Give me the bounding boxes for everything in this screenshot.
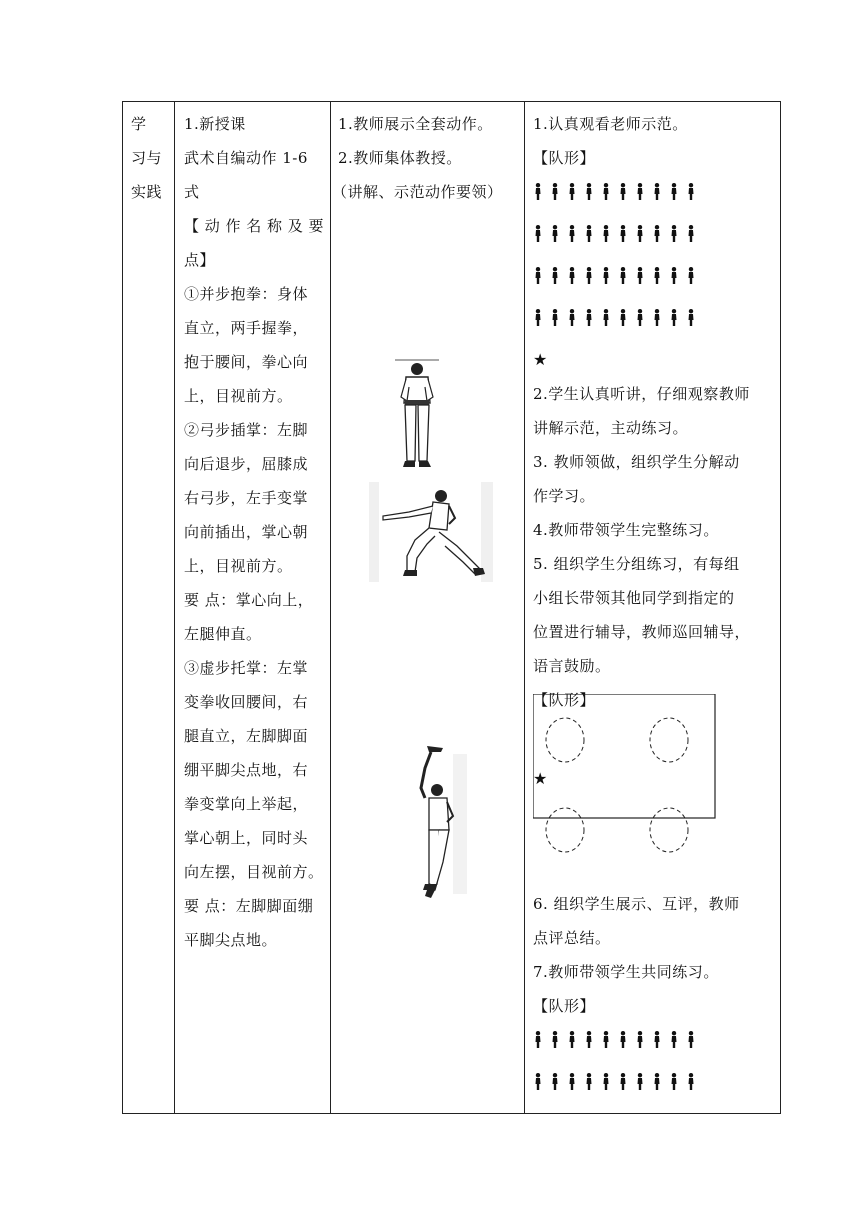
student-person-icon bbox=[587, 309, 592, 326]
student-person-icon bbox=[638, 1031, 643, 1048]
student-person-icon bbox=[638, 225, 643, 242]
student-person-icon bbox=[638, 1073, 643, 1090]
student-person-icon bbox=[689, 183, 694, 200]
move3-text: 平脚尖点地。 bbox=[184, 931, 278, 949]
student-person-icon bbox=[672, 309, 677, 326]
student-person-icon bbox=[621, 1073, 626, 1090]
student-person-icon bbox=[587, 183, 592, 200]
student-person-icon bbox=[570, 1031, 575, 1048]
student-step: 作学习。 bbox=[533, 487, 596, 505]
section-label-line: 习与 bbox=[131, 149, 163, 167]
student-person-icon bbox=[672, 267, 677, 284]
move3-text: 向左摆，目视前方。 bbox=[184, 863, 324, 881]
teacher-star-icon: ★ bbox=[533, 769, 548, 788]
student-cell bbox=[525, 102, 781, 1114]
student-person-icon bbox=[655, 183, 660, 200]
lesson-plan-table bbox=[122, 101, 781, 1114]
formation-label: 【队形】 bbox=[533, 691, 596, 709]
student-person-icon bbox=[621, 309, 626, 326]
figure-bow-stance-illustration bbox=[369, 482, 493, 582]
student-person-icon bbox=[638, 267, 643, 284]
student-row-icons bbox=[533, 309, 776, 343]
student-person-icon bbox=[638, 183, 643, 200]
student-row-icons bbox=[533, 267, 776, 301]
student-person-icon bbox=[672, 183, 677, 200]
student-person-icon bbox=[621, 225, 626, 242]
student-person-icon bbox=[621, 183, 626, 200]
formation-label: 【队形】 bbox=[533, 997, 596, 1015]
teacher-step: 2.教师集体教授。 bbox=[338, 149, 462, 167]
section-label-line: 学 bbox=[131, 115, 147, 133]
content-subtitle: 武术自编动作 1-6 bbox=[184, 149, 308, 167]
move3-text: 掌心朝上，同时头 bbox=[184, 829, 309, 847]
student-person-icon bbox=[672, 225, 677, 242]
student-person-icon bbox=[604, 1031, 609, 1048]
student-person-icon bbox=[536, 225, 541, 242]
student-person-icon bbox=[536, 1031, 541, 1048]
move2-text: ②弓步插掌：左脚 bbox=[184, 421, 309, 439]
move2-text: 向后退步，屈膝成 bbox=[184, 455, 309, 473]
student-row-icons bbox=[533, 1031, 776, 1065]
student-step: 点评总结。 bbox=[533, 929, 611, 947]
student-person-icon bbox=[655, 1031, 660, 1048]
student-person-icon bbox=[689, 225, 694, 242]
content-cell bbox=[175, 102, 331, 1114]
student-person-icon bbox=[604, 267, 609, 284]
move3-text: 腿直立，左脚脚面 bbox=[184, 727, 309, 745]
student-step: 1.认真观看老师示范。 bbox=[533, 115, 688, 133]
formation-label: 【队形】 bbox=[533, 149, 596, 167]
student-person-icon bbox=[689, 309, 694, 326]
student-person-icon bbox=[587, 225, 592, 242]
student-person-icon bbox=[672, 1073, 677, 1090]
move3-text: 绷平脚尖点地，右 bbox=[184, 761, 309, 779]
move3-text: 拳变掌向上举起， bbox=[184, 795, 309, 813]
student-person-icon bbox=[655, 225, 660, 242]
student-step: 7.教师带领学生共同练习。 bbox=[533, 963, 719, 981]
student-person-icon bbox=[689, 267, 694, 284]
student-person-icon bbox=[655, 1073, 660, 1090]
student-person-icon bbox=[689, 1073, 694, 1090]
student-person-icon bbox=[536, 309, 541, 326]
student-person-icon bbox=[553, 225, 558, 242]
names-heading: 点】 bbox=[184, 251, 216, 269]
student-step: 位置进行辅导，教师巡回辅导， bbox=[533, 623, 751, 641]
move3-text: 要 点：左脚脚面绷 bbox=[184, 897, 314, 915]
student-row-icons bbox=[533, 183, 776, 217]
student-person-icon bbox=[587, 267, 592, 284]
student-row-icons bbox=[533, 225, 776, 259]
figure-empty-stance-illustration bbox=[401, 744, 471, 904]
names-heading: 【动作名称及要 bbox=[184, 217, 324, 235]
student-person-icon bbox=[553, 267, 558, 284]
student-person-icon bbox=[689, 1031, 694, 1048]
student-person-icon bbox=[587, 1073, 592, 1090]
move2-text: 右弓步，左手变掌 bbox=[184, 489, 309, 507]
teacher-step: （讲解、示范动作要领） bbox=[332, 183, 503, 201]
student-person-icon bbox=[536, 1073, 541, 1090]
student-step: 4.教师带领学生完整练习。 bbox=[533, 521, 719, 539]
student-person-icon bbox=[553, 1073, 558, 1090]
student-person-icon bbox=[553, 183, 558, 200]
move2-text: 上，目视前方。 bbox=[184, 557, 293, 575]
student-person-icon bbox=[604, 183, 609, 200]
student-person-icon bbox=[638, 309, 643, 326]
student-person-icon bbox=[570, 1073, 575, 1090]
student-person-icon bbox=[604, 225, 609, 242]
teacher-star-icon: ★ bbox=[533, 350, 548, 369]
student-step: 3. 教师领做，组织学生分解动 bbox=[533, 453, 740, 471]
student-person-icon bbox=[570, 183, 575, 200]
student-step: 讲解示范，主动练习。 bbox=[533, 419, 689, 437]
move2-text: 左腿伸直。 bbox=[184, 625, 262, 643]
student-person-icon bbox=[621, 267, 626, 284]
figure-standing-fist-illustration bbox=[393, 357, 443, 473]
student-person-icon bbox=[655, 267, 660, 284]
move2-text: 要 点：掌心向上， bbox=[184, 591, 314, 609]
student-step: 语言鼓励。 bbox=[533, 657, 611, 675]
student-step: 5. 组织学生分组练习，有每组 bbox=[533, 555, 740, 573]
student-step: 2.学生认真听讲，仔细观察教师 bbox=[533, 385, 750, 403]
content-subtitle: 式 bbox=[184, 183, 200, 201]
move1-text: ①并步抱拳：身体 bbox=[184, 285, 309, 303]
student-person-icon bbox=[553, 309, 558, 326]
student-person-icon bbox=[553, 1031, 558, 1048]
student-person-icon bbox=[672, 1031, 677, 1048]
student-step: 小组长带领其他同学到指定的 bbox=[533, 589, 735, 607]
teacher-cell bbox=[331, 102, 525, 1114]
section-label-line: 实践 bbox=[131, 183, 163, 201]
student-person-icon bbox=[587, 1031, 592, 1048]
student-step: 6. 组织学生展示、互评，教师 bbox=[533, 895, 740, 913]
teacher-step: 1.教师展示全套动作。 bbox=[338, 115, 493, 133]
student-person-icon bbox=[604, 309, 609, 326]
content-heading: 1.新授课 bbox=[184, 115, 246, 133]
section-label-cell bbox=[123, 102, 175, 1114]
student-person-icon bbox=[536, 267, 541, 284]
move2-text: 向前插出，掌心朝 bbox=[184, 523, 309, 541]
move1-text: 直立，两手握拳， bbox=[184, 319, 309, 337]
group-formation-diagram bbox=[533, 683, 776, 887]
student-person-icon bbox=[536, 183, 541, 200]
student-person-icon bbox=[604, 1073, 609, 1090]
move3-text: ③虚步托掌：左掌 bbox=[184, 659, 309, 677]
move1-text: 抱于腰间，拳心向 bbox=[184, 353, 309, 371]
student-person-icon bbox=[570, 309, 575, 326]
move3-text: 变拳收回腰间，右 bbox=[184, 693, 309, 711]
student-person-icon bbox=[655, 309, 660, 326]
move1-text: 上，目视前方。 bbox=[184, 387, 293, 405]
student-person-icon bbox=[570, 225, 575, 242]
student-row-icons bbox=[533, 1073, 776, 1107]
student-person-icon bbox=[621, 1031, 626, 1048]
student-person-icon bbox=[570, 267, 575, 284]
